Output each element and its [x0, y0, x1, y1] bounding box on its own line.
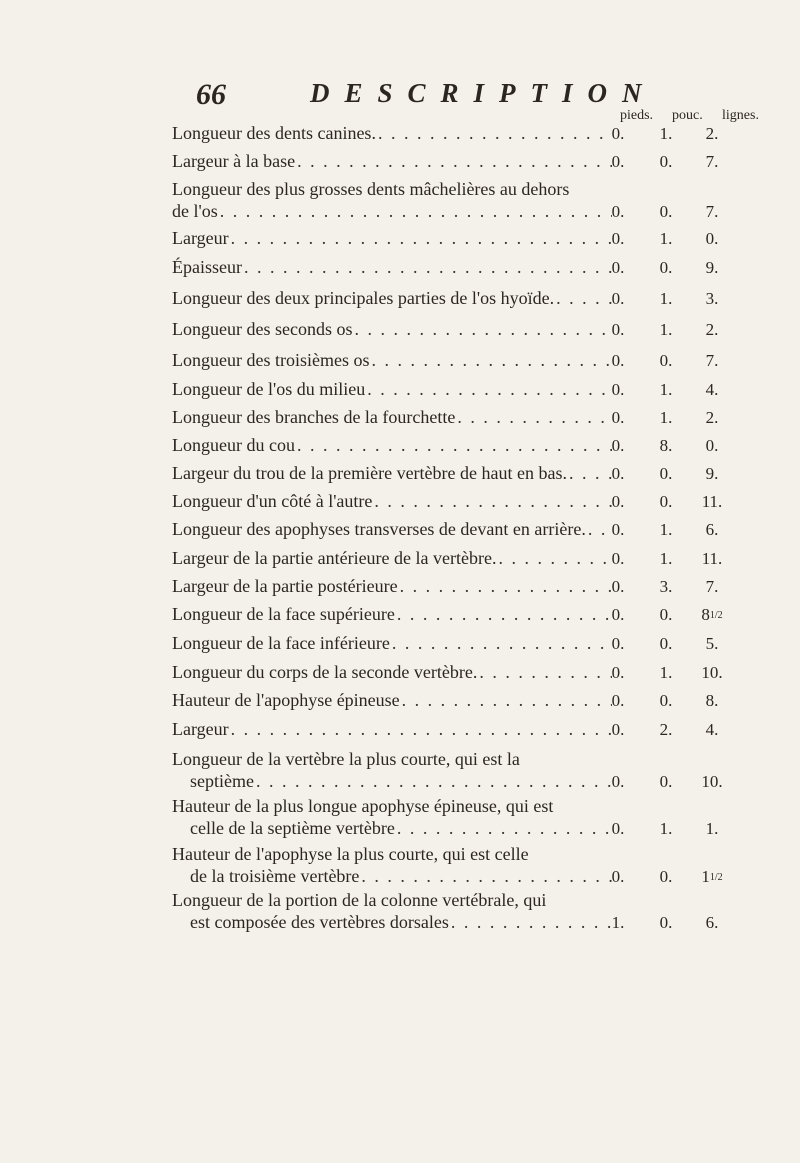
value-text: 1. [659, 289, 673, 308]
value-text: 0. [659, 867, 673, 886]
row-label: Largeur [172, 719, 229, 739]
row-label: Longueur des plus grosses dents mâchelières au dehors [172, 179, 570, 199]
value-text: 0. [659, 605, 673, 624]
row-label: Longueur de la face supérieure [172, 604, 395, 624]
dot-leader [479, 661, 612, 683]
dot-leader [231, 718, 612, 740]
row-label: Longueur de la vertèbre la plus courte, qui est la [172, 749, 520, 769]
value-text: 1. [705, 819, 719, 838]
value-pieds [598, 202, 638, 222]
value-text: 0. [659, 152, 673, 171]
row-label: de la troisième vertèbre [190, 866, 360, 886]
table-row [172, 795, 612, 839]
value-text: 0. [659, 492, 673, 511]
row-label: Hauteur de la plus longue apophyse épineuse, qui est [172, 796, 554, 816]
table-row [172, 575, 612, 597]
value-text: 0. [611, 408, 625, 427]
table-row [172, 122, 612, 144]
value-pouces [646, 464, 686, 484]
dot-leader [402, 689, 612, 711]
value-lignes [692, 289, 732, 309]
value-text: 0. [659, 634, 673, 653]
value-text: 0. [611, 819, 625, 838]
value-text: 0. [611, 202, 625, 221]
value-text: 0. [659, 691, 673, 710]
value-lignes [692, 124, 732, 144]
value-text: 0. [611, 577, 625, 596]
table-row [172, 227, 612, 249]
dot-leader [367, 378, 612, 400]
row-label: Épaisseur [172, 257, 242, 277]
row-label: est composée des vertèbres dorsales [190, 912, 449, 932]
value-pieds [598, 320, 638, 340]
value-pieds [598, 819, 638, 839]
value-text: 8 [701, 605, 710, 624]
value-text: 9. [705, 464, 719, 483]
value-lignes [692, 691, 732, 711]
row-label: Largeur du trou de la première vertèbre de haut en bas. [172, 463, 567, 483]
value-text: 1. [659, 320, 673, 339]
value-text: 0. [611, 520, 625, 539]
value-text: 1. [659, 520, 673, 539]
row-label: Largeur de la partie antérieure de la vertèbre. [172, 548, 497, 568]
row-label: Longueur de l'os du milieu [172, 379, 366, 399]
value-pouces [646, 819, 686, 839]
value-pouces [646, 229, 686, 249]
value-text: 0. [611, 663, 625, 682]
value-lignes [692, 351, 732, 371]
table-row [172, 603, 612, 625]
value-lignes [692, 320, 732, 340]
dot-leader [354, 318, 612, 340]
value-text: 2. [659, 720, 673, 739]
table-row [172, 349, 612, 371]
value-pieds [598, 913, 638, 933]
row-label: Longueur des seconds os [172, 319, 353, 339]
row-label: Longueur des branches de la fourchette [172, 407, 456, 427]
value-text: 1 [701, 867, 710, 886]
row-label: celle de la septième vertèbre [190, 818, 395, 838]
dot-leader [397, 817, 612, 839]
value-pieds [598, 605, 638, 625]
value-pieds [598, 408, 638, 428]
value-text: 7. [705, 577, 719, 596]
value-text: 3. [705, 289, 719, 308]
value-text: 0. [611, 772, 625, 791]
value-lignes [692, 152, 732, 172]
value-text: 10. [701, 772, 723, 791]
row-label: Longueur du corps de la seconde vertèbre. [172, 662, 478, 682]
dot-leader [451, 911, 612, 933]
value-text: 1. [659, 819, 673, 838]
table-row [172, 406, 612, 428]
value-text: 7. [705, 202, 719, 221]
value-text: 0. [659, 258, 673, 277]
value-pieds [598, 634, 638, 654]
value-fraction: 1/2 [709, 610, 723, 621]
value-text: 0. [611, 549, 625, 568]
dot-leader [400, 575, 612, 597]
table-row [172, 256, 612, 278]
value-lignes [692, 577, 732, 597]
value-text: 0. [611, 320, 625, 339]
value-text: 0. [611, 634, 625, 653]
table-row [172, 150, 612, 172]
value-text: 0. [611, 691, 625, 710]
value-pieds [598, 577, 638, 597]
value-lignes [692, 436, 732, 456]
value-lignes [692, 605, 732, 625]
table-row [172, 718, 612, 740]
row-label: Longueur de la face inférieure [172, 633, 390, 653]
value-pouces [646, 691, 686, 711]
value-pieds [598, 289, 638, 309]
value-lignes [692, 258, 732, 278]
value-text: 0. [705, 436, 719, 455]
value-text: 0. [611, 605, 625, 624]
dot-leader [361, 865, 612, 887]
value-pieds [598, 258, 638, 278]
value-lignes [692, 634, 732, 654]
value-text: 0. [659, 202, 673, 221]
dot-leader [392, 632, 612, 654]
value-pieds [598, 663, 638, 683]
table-row [172, 843, 612, 887]
value-lignes [692, 913, 732, 933]
value-pouces [646, 720, 686, 740]
table-row [172, 287, 612, 309]
value-pieds [598, 720, 638, 740]
running-title: DESCRIPTION [310, 78, 657, 108]
value-lignes [692, 380, 732, 400]
dot-leader [397, 603, 612, 625]
value-pouces [646, 577, 686, 597]
row-label: Largeur de la partie postérieure [172, 576, 398, 596]
value-pieds [598, 229, 638, 249]
value-pouces [646, 913, 686, 933]
value-fraction: 1/2 [709, 872, 723, 883]
value-pouces [646, 289, 686, 309]
value-text: 1. [659, 663, 673, 682]
value-pouces [646, 351, 686, 371]
value-lignes [692, 772, 732, 792]
value-pieds [598, 152, 638, 172]
value-pieds [598, 520, 638, 540]
value-pouces [646, 772, 686, 792]
table-row [172, 632, 612, 654]
value-lignes [692, 720, 732, 740]
row-label: Longueur des troisièmes os [172, 350, 370, 370]
row-label: Hauteur de l'apophyse la plus courte, qui est celle [172, 844, 529, 864]
row-label: Longueur du cou [172, 435, 295, 455]
value-text: 0. [659, 351, 673, 370]
value-text: 0. [611, 380, 625, 399]
value-pouces [646, 605, 686, 625]
dot-leader [231, 227, 612, 249]
value-pieds [598, 772, 638, 792]
value-pouces [646, 663, 686, 683]
value-text: 10. [701, 663, 723, 682]
value-pieds [598, 464, 638, 484]
value-text: 0. [659, 772, 673, 791]
value-text: 0. [611, 867, 625, 886]
value-text: 1. [659, 380, 673, 399]
value-pieds [598, 691, 638, 711]
row-label: Longueur des dents canines. [172, 123, 376, 143]
table-row [172, 378, 612, 400]
value-text: 0. [611, 492, 625, 511]
value-pouces [646, 124, 686, 144]
value-lignes [692, 867, 732, 887]
value-text: 7. [705, 351, 719, 370]
value-pieds [598, 492, 638, 512]
row-label: de l'os [172, 201, 218, 221]
value-lignes [692, 202, 732, 222]
value-pouces [646, 380, 686, 400]
value-pieds [598, 436, 638, 456]
value-pouces [646, 258, 686, 278]
value-text: 0. [659, 913, 673, 932]
row-label: Longueur des apophyses transverses de devant en arrière. [172, 519, 586, 539]
table-row [172, 661, 612, 683]
value-text: 0. [705, 229, 719, 248]
dot-leader [371, 349, 612, 371]
value-pieds [598, 549, 638, 569]
value-pieds [598, 124, 638, 144]
value-text: 8. [705, 691, 719, 710]
row-label: Longueur de la portion de la colonne vertébrale, qui [172, 890, 547, 910]
value-pieds [598, 351, 638, 371]
value-text: 0. [611, 124, 625, 143]
row-label: Longueur des deux principales parties de l'os hyoïde. [172, 288, 555, 308]
dot-leader [297, 434, 612, 456]
value-pouces [646, 634, 686, 654]
row-label: Largeur [172, 228, 229, 248]
dot-leader [378, 122, 612, 144]
value-text: 1. [659, 229, 673, 248]
value-text: 1. [659, 408, 673, 427]
value-lignes [692, 492, 732, 512]
value-lignes [692, 464, 732, 484]
value-lignes [692, 229, 732, 249]
value-text: 4. [705, 380, 719, 399]
table-row [172, 490, 612, 512]
value-pouces [646, 320, 686, 340]
value-text: 5. [705, 634, 719, 653]
value-text: 11. [701, 492, 723, 511]
table-row [172, 689, 612, 711]
value-text: 0. [611, 351, 625, 370]
table-row [172, 318, 612, 340]
row-label: septième [190, 771, 254, 791]
dot-leader [457, 406, 612, 428]
value-text: 0. [611, 152, 625, 171]
value-text: 0. [611, 720, 625, 739]
dot-leader [244, 256, 612, 278]
value-text: 0. [611, 229, 625, 248]
value-text: 6. [705, 913, 719, 932]
value-text: 4. [705, 720, 719, 739]
value-pouces [646, 152, 686, 172]
row-label: Hauteur de l'apophyse épineuse [172, 690, 400, 710]
value-pouces [646, 408, 686, 428]
table-row [172, 518, 612, 540]
column-header-lignes: lignes. [722, 108, 759, 123]
value-lignes [692, 549, 732, 569]
value-text: 0. [611, 464, 625, 483]
table-row [172, 178, 612, 222]
value-text: 2. [705, 408, 719, 427]
column-header-pieds: pieds. [620, 108, 654, 123]
value-text: 1. [611, 913, 625, 932]
value-text: 7. [705, 152, 719, 171]
value-text: 0. [659, 464, 673, 483]
dot-leader [498, 547, 612, 569]
value-text: 8. [659, 436, 673, 455]
value-text: 0. [611, 289, 625, 308]
value-pouces [646, 492, 686, 512]
value-text: 1. [659, 124, 673, 143]
value-pouces [646, 867, 686, 887]
value-pouces [646, 436, 686, 456]
table-row [172, 462, 612, 484]
value-text: 11. [701, 549, 723, 568]
row-label: Longueur d'un côté à l'autre [172, 491, 373, 511]
value-text: 0. [611, 436, 625, 455]
dot-leader [297, 150, 612, 172]
value-pieds [598, 867, 638, 887]
value-text: 3. [659, 577, 673, 596]
table-row [172, 547, 612, 569]
dot-leader [220, 200, 612, 222]
value-pouces [646, 202, 686, 222]
value-text: 0. [611, 258, 625, 277]
table-row [172, 889, 612, 933]
table-row [172, 748, 612, 792]
value-text: 9. [705, 258, 719, 277]
dot-leader [374, 490, 612, 512]
column-header-pouces: pouc. [672, 108, 703, 123]
row-label: Largeur à la base [172, 151, 296, 171]
page-number: 66 [196, 78, 226, 111]
table-row [172, 434, 612, 456]
value-text: 6. [705, 520, 719, 539]
dot-leader [256, 770, 612, 792]
value-text: 2. [705, 124, 719, 143]
value-lignes [692, 663, 732, 683]
value-pouces [646, 520, 686, 540]
value-lignes [692, 520, 732, 540]
value-lignes [692, 819, 732, 839]
value-lignes [692, 408, 732, 428]
value-text: 2. [705, 320, 719, 339]
value-pouces [646, 549, 686, 569]
value-pieds [598, 380, 638, 400]
value-text: 1. [659, 549, 673, 568]
